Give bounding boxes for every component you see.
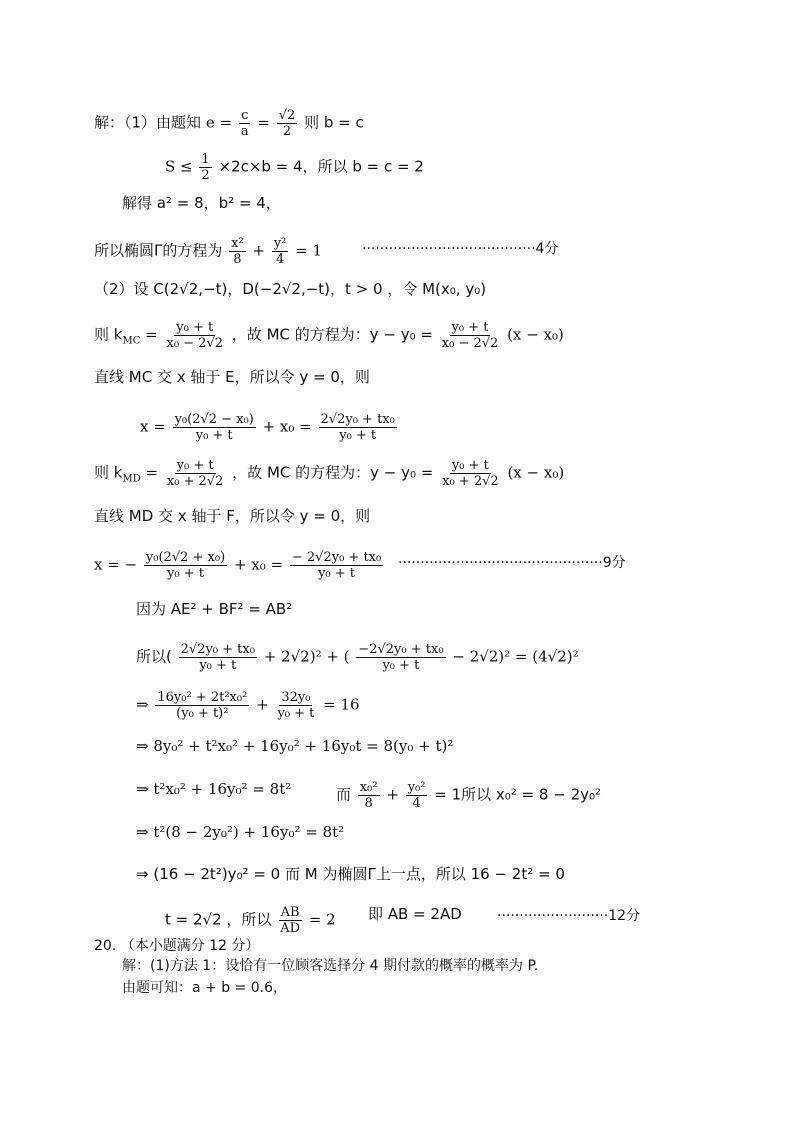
area-s-le: S ≤ (165, 157, 193, 176)
er-word: 而 (336, 785, 352, 804)
x-of-e-mid: + x₀ = (262, 417, 312, 436)
x-of-f-fraction1: $\frac{\text{y₀(2√2 + x₀)}}{\text{y₀ + t}}$ (145, 550, 226, 581)
substitution-mid: + 2√2)² + ( (263, 647, 350, 666)
problem-20-header: 20. （本小题满分 12 分） (94, 938, 260, 954)
simplify-step1 (136, 690, 360, 721)
simplify-step4: ⇒ t²(8 − 2y₀²) + 16y₀² = 8t² (136, 823, 345, 841)
ellipse-substitution (336, 780, 601, 811)
x-of-e-fraction1: $\frac{\text{y₀(2√2 − x₀)}}{\text{y₀ + t}}$ (174, 412, 254, 443)
fraction-y0sq-over-4: $\frac{\text{y₀²}}{4}$ (407, 780, 426, 811)
problem-20-given: 由题可知：a + b = 0.6， (122, 980, 287, 996)
substitution-tail: − 2√2)² = (4√2)² (452, 647, 579, 666)
t-value: t = 2√2 ，所以 (165, 910, 272, 929)
mc-equation-text: ，故 MC 的方程为：y − y₀ = (231, 325, 433, 344)
simplify-fraction2: $\frac{\text{32y₀}}{\text{y₀ + t}}$ (277, 690, 315, 721)
simplify-step3 (136, 780, 291, 798)
solution-label: 解：（1）由题知 (94, 113, 202, 132)
x-of-f-fraction2: $\frac{\text{− 2√2y₀ + tx₀}}{\text{y₀ + t}}$ (291, 550, 382, 581)
substitution-fraction2: $\frac{\text{−2√2y₀ + tx₀}}{\text{y₀ + t}}$ (358, 642, 444, 673)
md-equation-text: ，故 MC 的方程为：y − y₀ = (232, 463, 434, 482)
area-inequality (165, 152, 424, 183)
solve-a-b: 解得 a² = 8，b² = 4， (122, 194, 281, 212)
solution-part1-intro (94, 108, 364, 139)
slope-mc-line (94, 320, 564, 351)
simplify-step5: ⇒ (16 − 2t²)y₀² = 0 而 M 为椭圆Γ上一点，所以 16 − 2t² = 0 (136, 865, 565, 883)
slope-md-line (94, 458, 564, 489)
simplify-tail: = 16 (323, 695, 360, 714)
plus-sign: + (252, 241, 266, 260)
ellipse-sub-plus: + (386, 785, 399, 804)
score-4: ·······································4分 (362, 241, 559, 257)
slope-md-lead: 则 k (94, 463, 123, 482)
fraction-ab-over-ad: $\frac{AB}{AD}$ (280, 905, 300, 936)
fraction-one-half: $\frac{1}{2}$ (201, 152, 210, 183)
b-equals-c: 则 b = c (304, 113, 364, 132)
part2-setup: （2）设 C(2√2,−t)，D(−2√2,−t)，t > 0 ，令 M(x₀, y₀) (94, 280, 487, 298)
ellipse-sub-tail: = 1所以 x₀² = 8 − 2y₀² (434, 785, 602, 804)
fraction-x0sq-over-8: $\frac{\text{x₀²}}{8}$ (359, 780, 378, 811)
mc-equation-fraction: $\frac{\text{y₀ + t}}{\text{x₀ − 2√2}}$ (441, 320, 499, 351)
eccentricity-symbol: e = (205, 113, 233, 132)
slope-md-eq: = (140, 463, 159, 482)
problem-20-method1: 解：(1)方法 1：设恰有一位顾客选择分 4 期付款的概率的概率为 P. (122, 958, 539, 974)
area-tail: ×2c×b = 4，所以 b = c = 2 (218, 157, 424, 176)
score-9: ··············································9分 (398, 555, 626, 571)
fraction-sqrt2-over-2: $\frac{√2}{2}$ (278, 108, 296, 139)
step3-left: ⇒ t²x₀² + 16y₀² = 8t² (136, 780, 292, 798)
substitution-fraction1: $\frac{\text{2√2y₀ + tx₀}}{\text{y₀ + t}}$ (180, 642, 255, 673)
mc-equation-tail: (x − x₀) (507, 325, 564, 344)
x-of-f-line (94, 550, 385, 581)
x-of-f-mid: + x₀ = (233, 555, 284, 574)
md-equation-tail: (x − x₀) (507, 463, 565, 482)
slope-lead: 则 k (94, 325, 123, 344)
simplify-step2: ⇒ 8y₀² + t²x₀² + 16y₀² + 16y₀t = 8(y₀ + t)² (136, 737, 454, 755)
x-of-e-fraction2: $\frac{\text{2√2y₀ + tx₀}}{\text{y₀ + t}}$ (320, 412, 395, 443)
simplify-plus: + (256, 695, 269, 714)
ellipse-equation-lead: 所以椭圆Γ的方程为 (94, 241, 223, 260)
x-of-e-lead: x = (140, 417, 166, 436)
equals-sign: = (257, 113, 270, 132)
score-12: ·························12分 (497, 908, 641, 924)
pythagoras-condition: 因为 AE² + BF² = AB² (136, 600, 293, 618)
slope-subscript-md: MD (122, 473, 141, 485)
slope-eq: = (140, 325, 158, 344)
substitution-line (136, 642, 579, 673)
slope-md-fraction: $\frac{\text{y₀ + t}}{\text{x₀ + 2√2}}$ (166, 458, 224, 489)
slope-subscript-mc: MC (122, 335, 141, 347)
x-of-f-lead: x = − (94, 555, 138, 574)
md-equation-fraction: $\frac{\text{y₀ + t}}{\text{x₀ + 2√2}}$ (442, 458, 499, 489)
fraction-c-over-a: $\frac{c}{a}$ (240, 108, 249, 139)
conclusion-ab-2ad: 即 AB = 2AD (368, 905, 462, 923)
substitution-lead: 所以( (136, 647, 172, 666)
fraction-y2-over-4: $\frac{\text{y²}}{4}$ (273, 236, 287, 267)
equals-one: = 1 (295, 241, 323, 260)
conclusion-line (165, 905, 336, 936)
ratio-eq: = 2 (308, 910, 336, 929)
x-of-e-line (140, 412, 399, 443)
fraction-x2-over-8: $\frac{\text{x²}}{8}$ (231, 236, 244, 267)
mc-intersect-e: 直线 MC 交 x 轴于 E，所以令 y = 0，则 (94, 368, 370, 386)
simplify-fraction1: $\frac{\text{16y₀² + 2t²x₀²}}{\text{(y₀ + t)²}}$ (157, 690, 248, 721)
ellipse-equation-line (94, 236, 322, 267)
implies-1: ⇒ (136, 695, 149, 714)
md-intersect-f: 直线 MD 交 x 轴于 F，所以令 y = 0，则 (94, 507, 371, 525)
slope-mc-fraction: $\frac{\text{y₀ + t}}{\text{x₀ − 2√2}}$ (166, 320, 224, 351)
